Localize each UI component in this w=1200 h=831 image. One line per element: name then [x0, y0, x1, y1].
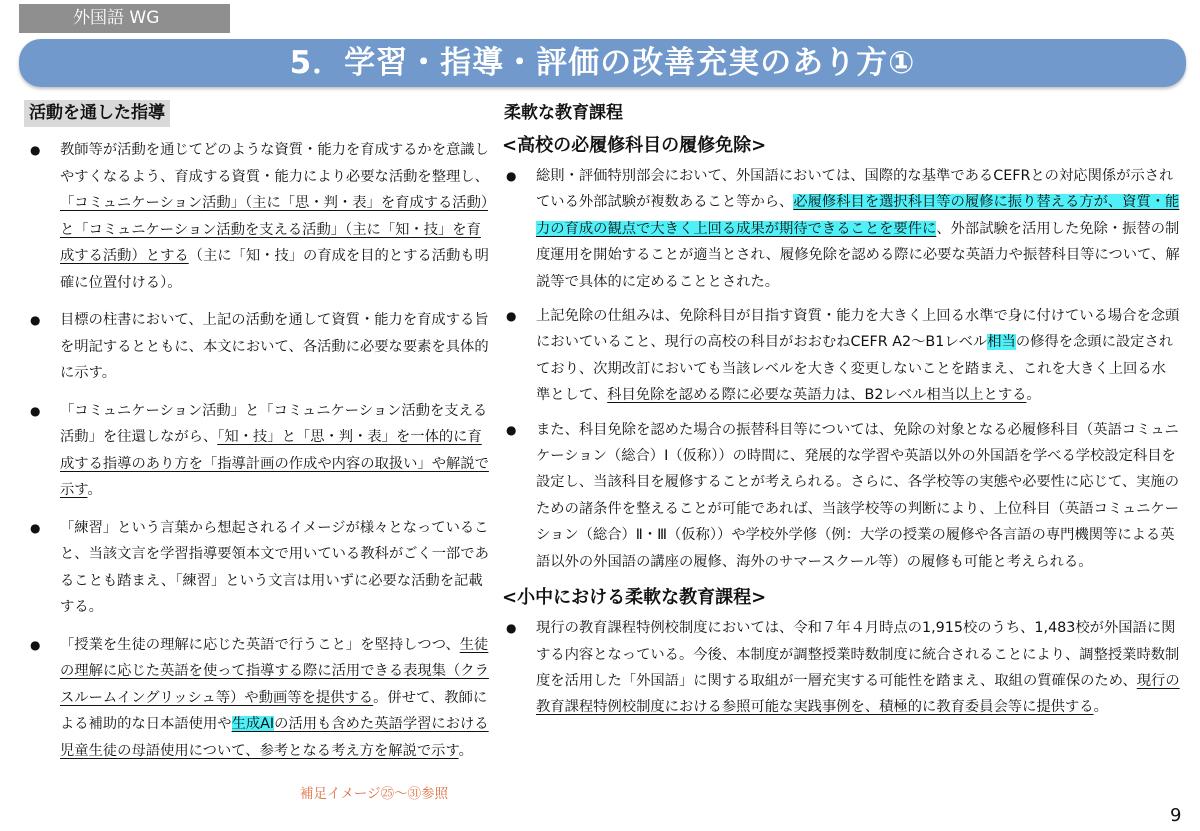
- item-underlined-text: 生徒の理解に応じた英語を使って指導する際に活用できる表現集（クラスルームイングリッシュ等）や動画等を提供する: [60, 636, 489, 706]
- item-text: の修得を念頭に設定されており、次期改訂においても当該レベルを大きく変更しないことを踏まえ、これを大きく上回る水準として、: [536, 334, 1174, 404]
- item-underlined-text: 科目免除を認める際に必要な英語力は、B2レベル相当以上とする: [607, 387, 1027, 404]
- item-text: 教師等が活動を通じてどのような資質・能力を育成するかを意識しやすくなるよう、育成する資質・能力により必要な活動を整理し、: [60, 142, 489, 185]
- reference-note: 補足イメージ㉕～㉛参照: [300, 786, 449, 802]
- subheading-exemption: <高校の必履修科目の履修免除>: [502, 135, 767, 156]
- bullet-icon: ●: [30, 313, 41, 327]
- bullet-icon: ●: [506, 621, 517, 636]
- bullet-icon: ●: [30, 520, 41, 535]
- subheading-flexible-curriculum: <小中における柔軟な教育課程>: [502, 587, 767, 609]
- right-column: [500, 100, 1180, 729]
- bullet-icon: ●: [506, 422, 517, 437]
- item-text: 。: [1026, 387, 1041, 404]
- bullet-icon: ●: [30, 637, 41, 652]
- bullet-icon: ●: [506, 309, 517, 324]
- left-bullet-list: [24, 137, 492, 764]
- list-item: [24, 137, 492, 296]
- item-highlighted-text: 生成AI: [231, 716, 275, 732]
- item-text: 。: [87, 482, 102, 498]
- bullet-icon: ●: [30, 143, 41, 157]
- item-text: また、科目免除を認めた場合の振替科目等については、免除の対象となる必履修科目（英語コミュニケーション（総合）Ⅰ（仮称））の時間に、発展的な学習や英語以外の外国語を学べる学校設定科目を設定し、当該科目を履修することが考えられる。さらに、各学校等の実態や必要性に応じて、実施のための諸条件を整えることが可能であれば、当該学校等の判断により、上位科目（英語コミュニケーション（総合）Ⅱ・Ⅲ（仮称））や学校外学修（例：大学の授業の履修や各言語の専門機関等による英語以外の外国語の講座の履修、海外のサマースクール等）の履修も可能と考えられる。: [536, 421, 1180, 570]
- page-number: 9: [1170, 805, 1182, 826]
- list-item: [24, 515, 492, 621]
- item-highlighted-text: 相当: [987, 334, 1016, 351]
- page-title: 5．学習・指導・評価の改善充実のあり方①: [19, 39, 1186, 87]
- item-text: 。: [458, 742, 473, 759]
- list-item: [500, 417, 1180, 575]
- item-text: 現行の教育課程特例校制度においては、令和７年４月時点の1,915校のうち、1,483校が外国語に関する内容となっている。今後、本制度が調整授業時数制度に統合されることにより、調整授業時数制度を活用した「外国語」に関する取組が一層充実する可能性を踏まえ、取組の質確保のため、: [536, 620, 1180, 689]
- bullet-icon: ●: [506, 169, 517, 183]
- item-text: 「授業を生徒の理解に応じた英語で行うこと」を堅持しつつ、: [60, 636, 460, 653]
- left-column: [24, 100, 492, 775]
- item-highlighted-text: 必履修科目を選択科目等の履修に振り替える方が、資質・能力の育成の観点で大きく上回る成果が期待できることを要件に: [536, 194, 1180, 237]
- item-text: 「コミュニケーション活動」と「コミュニケーション活動を支える活動」を往還しながら、: [60, 402, 488, 445]
- list-item: [500, 303, 1180, 409]
- list-item: [500, 163, 1180, 295]
- section-heading-curriculum: 柔軟な教育課程: [504, 103, 623, 123]
- item-text: （主に「知・技」の育成を目的とする活動も明確に位置付ける）。: [60, 248, 489, 291]
- bullet-icon: ●: [30, 403, 41, 418]
- item-text: 総則・評価特別部会において、外国語においては、国際的な基準であるCEFRとの対応関係が示されている外部試験が複数あること等から、: [536, 168, 1174, 211]
- right-bullet-list-1: [500, 163, 1180, 575]
- list-item: [500, 615, 1180, 721]
- list-item: [24, 307, 492, 387]
- item-text: 上記免除の仕組みは、免除科目が目指す資質・能力を大きく上回る水準で身に付けている場合を念頭においていること、現行の高校の科目がおおむねCEFR A2～B1レベル: [536, 308, 1180, 351]
- item-underlined-text: 現行の教育課程特例校制度における参照可能な実践事例を、積極的に教育委員会等に提供する: [536, 672, 1180, 716]
- list-item: [24, 398, 492, 504]
- right-bullet-list-2: [500, 615, 1180, 721]
- item-underlined-text: 「知・技」と「思・判・表」を一体的に育成する指導のあり方を「指導計画の作成や内容の取扱い」や解説で示す: [60, 429, 489, 498]
- item-underlined-text: の活用も含めた英語学習における児童生徒の母語使用について、参考となる考え方を解説で示す: [60, 716, 489, 759]
- list-item: [24, 632, 492, 765]
- wg-tag: 外国語 WG: [19, 4, 230, 33]
- section-heading-guidance: 活動を通した指導: [24, 100, 170, 127]
- item-text: 。併せて、教師による補助的な日本語使用や: [60, 689, 488, 732]
- item-text: 、外部試験を活用した免除・振替の制度運用を開始することが適当とされ、履修免除を認める際に必要な英語力や振替科目等について、解説等で具体的に定めることとされた。: [536, 220, 1180, 290]
- item-text: 。: [1093, 699, 1108, 716]
- item-underlined-text: 「コミュニケーション活動」（主に「思・判・表」を育成する活動）と「コミュニケーション活動を支える活動」（主に「知・技」を育成する活動）とする: [60, 195, 489, 264]
- item-text: 目標の柱書において、上記の活動を通して資質・能力を育成する旨を明記するとともに、本文において、各活動に必要な要素を具体的に示す。: [60, 312, 489, 381]
- item-text: 「練習」という言葉から想起されるイメージが様々となっていること、当該文言を学習指導要領本文で用いている教科がごく一部であることも踏まえ、「練習」という文言は用いずに必要な活動を記載する。: [60, 519, 489, 615]
